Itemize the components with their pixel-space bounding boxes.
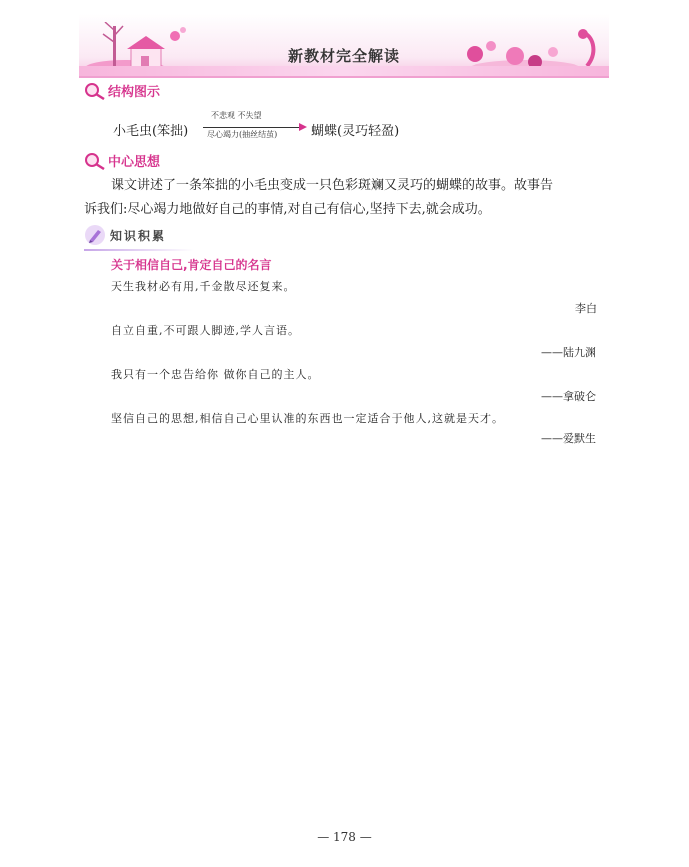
theme-line-2: 诉我们:尽心竭力地做好自己的事情,对自己有信心,坚持下去,就会成功。 [84, 202, 491, 217]
quote-text: 天生我材必有用,千金散尽还复来。 [111, 280, 296, 293]
theme-line-1: 课文讲述了一条笨拙的小毛虫变成一只色彩斑斓又灵巧的蝴蝶的故事。故事告 [111, 178, 554, 193]
header-band [79, 66, 609, 76]
quote-author: ——拿破仑 [541, 390, 596, 403]
structure-section-heading [84, 81, 160, 100]
diagram-end-node: 蝴蝶(灵巧轻盈) [311, 124, 400, 139]
arrow-head-icon [299, 123, 307, 131]
magnifier-icon [84, 152, 106, 170]
quote-author: ——陆九渊 [541, 346, 596, 359]
quote-author: ——爱默生 [541, 432, 596, 445]
section-title: 知识积累 [110, 228, 167, 243]
section-underline [84, 249, 194, 251]
section-title: 结构图示 [108, 85, 161, 100]
book-title: 新教材完全解读 [287, 47, 400, 65]
magnifier-icon [84, 82, 106, 100]
structure-diagram [113, 111, 433, 144]
page-number: — 178 — [317, 830, 372, 844]
pencil-icon [84, 224, 106, 246]
quote-author: 李白 [575, 302, 597, 315]
page-header [79, 14, 609, 78]
diagram-start-node: 小毛虫(笨拙) [113, 124, 189, 139]
arrow-line [203, 127, 303, 128]
knowledge-section-heading [84, 224, 166, 246]
section-title: 中心思想 [108, 155, 161, 170]
arrow-label-top: 不悲观 不失望 [211, 111, 262, 120]
arrow-label-bottom: 尽心竭力(抽丝结茧) [207, 130, 278, 139]
quote-text: 自立自重,不可跟人脚迹,学人言语。 [111, 324, 300, 337]
quote-text: 我只有一个忠告给你 做你自己的主人。 [111, 368, 320, 381]
quote-text: 坚信自己的思想,相信自己心里认准的东西也一定适合于他人,这就是天才。 [111, 412, 504, 425]
quotes-heading: 关于相信自己,肯定自己的名言 [111, 258, 272, 272]
theme-section-heading [84, 151, 160, 170]
